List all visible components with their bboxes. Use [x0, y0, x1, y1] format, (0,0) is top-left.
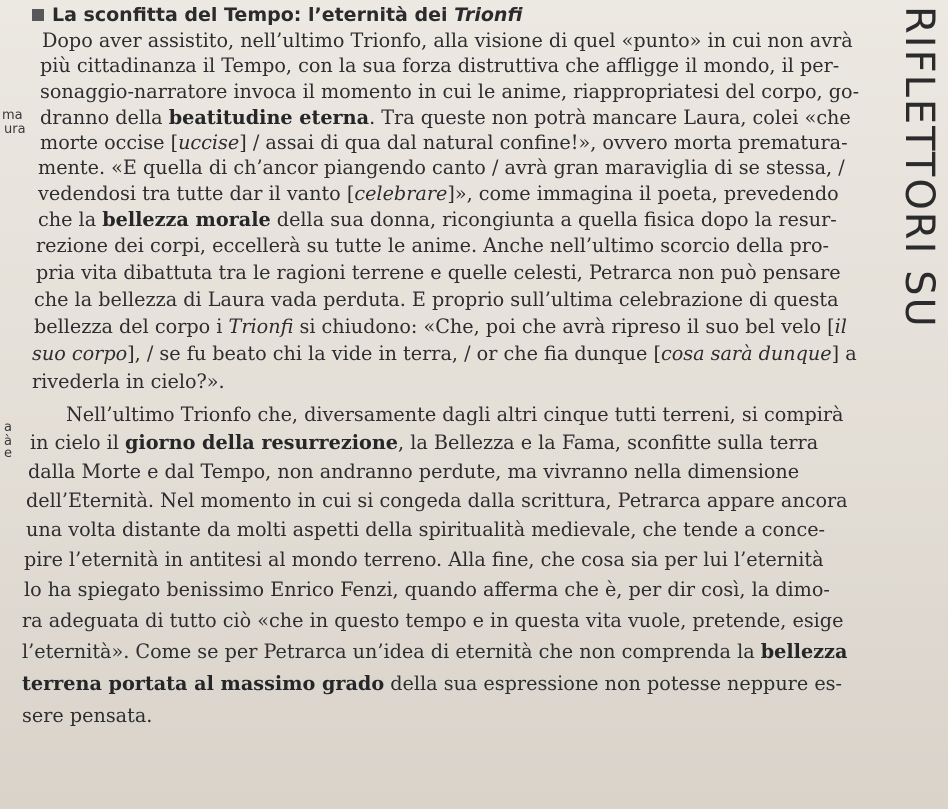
text-run: sere pensata. — [22, 704, 153, 727]
text-run: della sua donna, ricongiunta a quella fisica dopo la resur- — [270, 208, 837, 231]
text-line — [38, 182, 839, 206]
text-run: mente. «E quella di ch’ancor piangendo canto / avrà gran maraviglia di se stessa, / — [38, 156, 845, 179]
text-run: più cittadinanza il Tempo, con la sua forza distruttiva che affligge il mondo, il per- — [40, 54, 840, 77]
text-run: beatitudine eterna — [168, 106, 370, 129]
text-line — [40, 54, 839, 78]
text-line — [40, 131, 848, 155]
text-run: una volta distante da molti aspetti della spiritualità medievale, che tende a conce- — [26, 518, 826, 541]
margin-note: ura — [4, 122, 26, 137]
text-run: Dopo aver assistito, nell’ultimo Trionfo, alla visione di quel «punto» in cui non avrà — [42, 29, 853, 52]
section-heading — [32, 4, 522, 26]
text-run: vedendosi tra tutte dar il vanto [ — [38, 182, 355, 205]
text-run: , la Bellezza e la Fama, sconfitte sulla terra — [398, 431, 819, 454]
text-line — [38, 156, 845, 180]
text-run: dalla Morte e dal Tempo, non andranno perdute, ma vivranno nella dimensione — [28, 460, 800, 483]
text-line — [22, 704, 152, 728]
text-line — [24, 548, 824, 572]
heading-emph: Trionfi — [454, 4, 523, 26]
text-line — [34, 288, 839, 312]
margin-note: ma — [2, 108, 23, 123]
text-run: uccise — [178, 131, 240, 154]
margin-note: a — [4, 420, 12, 435]
text-run: Nell’ultimo Trionfo che, diversamente dagli altri cinque tutti terreni, si compirà — [66, 403, 844, 426]
text-line — [26, 518, 825, 542]
text-run: ] / assai di qua dal natural confine!», ovvero morta prematura- — [239, 131, 848, 154]
text-run: pire l’eternità in antitesi al mondo terreno. Alla fine, che cosa sia per lui l’eternità — [24, 548, 824, 571]
text-run: bellezza del corpo i — [34, 315, 229, 338]
text-run: che la bellezza di Laura vada perduta. E proprio sull’ultima celebrazione di questa — [34, 288, 839, 311]
text-line — [32, 342, 857, 366]
text-run: si chiudono: «Che, poi che avrà ripreso il suo bel velo [ — [293, 315, 835, 338]
text-run: della sua espressione non potesse neppure es- — [384, 672, 842, 695]
side-label-text: RIFLETTORI SU — [896, 6, 942, 329]
text-line — [28, 460, 799, 484]
text-line — [34, 315, 847, 339]
text-run: ], / se fu beato chi la vide in terra, / or che fia dunque [ — [127, 342, 661, 365]
text-run: in cielo il — [30, 431, 125, 454]
text-run: giorno della resurrezione — [125, 431, 398, 454]
text-run: lo ha spiegato benissimo Enrico Fenzi, quando afferma che è, per dir così, la dimo- — [24, 578, 830, 601]
text-line — [40, 80, 859, 104]
text-run: il — [834, 315, 847, 338]
text-line — [36, 261, 841, 285]
text-line — [42, 29, 853, 53]
text-run: celebrare — [354, 182, 448, 205]
text-run: . Tra queste non potrà mancare Laura, colei «che — [369, 106, 851, 129]
text-run: morte occise [ — [40, 131, 179, 154]
square-bullet-icon — [32, 9, 44, 21]
text-line — [40, 106, 851, 130]
text-line — [66, 403, 843, 427]
text-run: cosa sarà dunque — [660, 342, 832, 365]
text-run: ] a — [831, 342, 857, 365]
heading-text — [52, 4, 522, 26]
text-line — [30, 431, 818, 455]
text-run: pria vita dibattuta tra le ragioni terrene e quelle celesti, Petrarca non può pensare — [36, 261, 841, 284]
text-run: dell’Eternità. Nel momento in cui si congeda dalla scrittura, Petrarca appare ancora — [26, 489, 848, 512]
text-run: bellezza morale — [102, 208, 271, 231]
text-run: rezione dei corpi, eccellerà su tutte le anime. Anche nell’ultimo scorcio della pro- — [36, 234, 829, 257]
text-run: ra adeguata di tutto ciò «che in questo tempo e in questa vita vuole, pretende, esige — [22, 609, 844, 632]
margin-note: à — [4, 434, 12, 449]
text-run: terrena portata al massimo grado — [22, 672, 385, 695]
text-line — [24, 578, 830, 602]
side-section-label — [896, 6, 942, 329]
text-line — [32, 370, 225, 394]
text-line — [22, 672, 842, 696]
text-run: che la — [38, 208, 103, 231]
text-run: Trionfi — [228, 315, 294, 338]
text-run: rivederla in cielo?». — [32, 370, 225, 393]
text-line — [36, 234, 829, 258]
text-run: sonaggio-narratore invoca il momento in cui le anime, riappropriatesi del corpo, go- — [40, 80, 860, 103]
heading-prefix: La sconfitta del Tempo: l’eternità dei — [52, 4, 455, 26]
text-run: suo corpo — [32, 342, 128, 365]
text-run: l’eternità». Come se per Petrarca un’idea di eternità che non comprenda la — [22, 640, 761, 663]
text-run: bellezza — [760, 640, 848, 663]
text-run: dranno della — [40, 106, 169, 129]
text-line — [22, 609, 843, 633]
text-run: ]», come immagina il poeta, prevedendo — [447, 182, 839, 205]
text-line — [26, 489, 848, 513]
text-line — [22, 640, 847, 664]
text-line — [38, 208, 837, 232]
margin-note: e — [4, 446, 12, 461]
